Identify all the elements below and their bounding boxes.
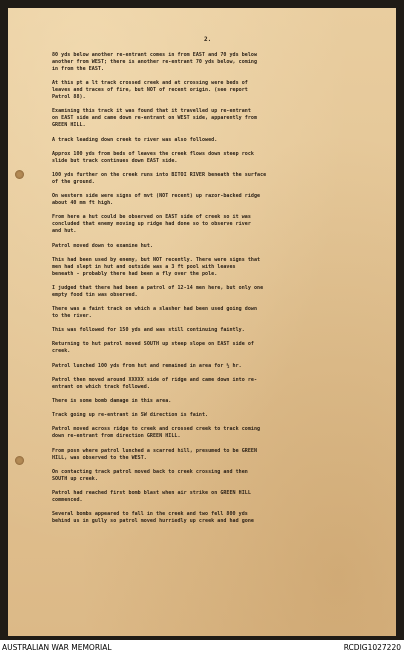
page-number: 2.: [204, 36, 212, 43]
paragraph: [52, 398, 376, 405]
text-line: GREEN HILL.: [52, 122, 86, 129]
text-line: HILL, was observed to the WEST.: [52, 454, 147, 461]
text-line: Patrol lunched 100 yds from hut and remained in area for ½ hr.: [52, 362, 242, 369]
text-line: leaves and traces of fire, but NOT of recent origin. (see report: [52, 87, 248, 94]
text-line: Patrol moved across ridge to creek and crossed creek to track coming: [52, 426, 261, 433]
text-line: Patrol moved down to examine hut.: [52, 242, 153, 249]
paragraph: [52, 448, 376, 462]
paragraph: [52, 426, 376, 440]
text-line: men had slept in hut and outside was a 3 ft pool with leaves: [52, 263, 236, 270]
text-line: Examining this track it was found that it travelled up re-entrant: [52, 108, 251, 115]
text-line: commenced.: [52, 496, 83, 503]
text-line: down re-entrant from direction GREEN HILL.: [52, 433, 181, 440]
paragraph: [52, 412, 376, 419]
paragraph: [52, 151, 376, 165]
text-line: SOUTH up creek.: [52, 475, 98, 482]
text-line: on EAST side and came down re-entrant on WEST side, apparently from: [52, 115, 258, 122]
text-line: At this pt a lt track crossed creek and at crossing were beds of: [52, 80, 248, 87]
text-line: On western side were signs of mvt (NOT recent) up razor-backed ridge: [52, 193, 261, 200]
text-line: From posn where patrol lunched a scarred hill, presumed to be GREEN: [52, 447, 258, 454]
paragraph: [52, 363, 376, 370]
text-line: I judged that there had been a patrol of 12-14 men here, but only one: [52, 284, 264, 291]
text-line: There was a faint track on which a slasher had been used going down: [52, 306, 258, 313]
paragraph: [52, 243, 376, 250]
punch-hole: [15, 456, 24, 465]
paragraph: [52, 52, 376, 73]
text-line: in from the EAST.: [52, 66, 105, 72]
text-line: to the river.: [52, 313, 92, 320]
paragraph: [52, 80, 376, 101]
paragraph: [52, 511, 376, 525]
text-line: another from WEST; there is another re-entrant 70 yds below, coming: [52, 59, 258, 65]
document-page: [8, 8, 396, 636]
text-line: slide but track continues down EAST side.: [52, 157, 178, 164]
text-line: and hut.: [52, 228, 77, 235]
text-line: Track going up re-entrant in SW direction is faint.: [52, 412, 209, 419]
text-line: behind us in gully so patrol moved hurriedly up creek and had gone: [52, 518, 254, 525]
record-id: RCDIG1027220: [343, 643, 401, 652]
paragraph: [52, 469, 376, 483]
text-line: of the ground.: [52, 178, 95, 185]
institution-name: AUSTRALIAN WAR MEMORIAL: [2, 643, 112, 652]
text-line: From here a hut could be observed on EAST side of creek so it was: [52, 214, 251, 221]
paragraph: [52, 490, 376, 504]
paragraph: [52, 214, 376, 235]
text-line: creek.: [52, 348, 71, 355]
paragraph: [52, 257, 376, 278]
paragraph: [52, 306, 376, 320]
paragraph: [52, 327, 376, 334]
text-line: about 40 mm ft high.: [52, 200, 114, 207]
document-body: [52, 52, 376, 532]
text-line: Patrol 88).: [52, 94, 86, 101]
text-line: empty food tin was observed.: [52, 291, 138, 298]
text-line: 100 yds further on the creek runs into BITOI RIVER beneath the surface: [52, 171, 267, 178]
text-line: Returning to hut patrol moved SOUTH up steep slope on EAST side of: [52, 341, 254, 348]
text-line: This had been used by enemy, but NOT recently. There were signs that: [52, 256, 261, 263]
text-line: On contacting track patrol moved back to creek crossing and then: [52, 468, 248, 475]
paragraph: [52, 377, 376, 391]
paragraph: [52, 137, 376, 144]
text-line: beneath - probably there had been a fly over the pole.: [52, 270, 218, 277]
paragraph: [52, 285, 376, 299]
paragraph: [52, 193, 376, 207]
text-line: A track leading down creek to river was also followed.: [52, 136, 218, 143]
text-line: concluded that enemy moving up ridge had done so to observe river: [52, 221, 251, 228]
paragraph: [52, 341, 376, 355]
text-line: Patrol had reached first bomb blast when air strike on GREEN HILL: [52, 489, 251, 496]
text-line: Approx 100 yds from beds of leaves the creek flows down steep rock: [52, 150, 254, 157]
text-line: 80 yds below another re-entrant comes in from EAST and 70 yds below: [52, 52, 258, 58]
archive-footer: [0, 640, 404, 654]
paragraph: [52, 172, 376, 186]
text-line: entrant on which track followed.: [52, 383, 150, 390]
text-line: Patrol then moved around XXXXX side of ridge and came down into re-: [52, 376, 258, 383]
paragraph: [52, 108, 376, 129]
punch-hole: [15, 170, 24, 179]
text-line: This was followed for 150 yds and was still continuing faintly.: [52, 327, 245, 334]
text-line: There is some bomb damage in this area.: [52, 398, 172, 404]
text-line: Several bombs appeared to fall in the creek and two fell 800 yds: [52, 511, 248, 518]
